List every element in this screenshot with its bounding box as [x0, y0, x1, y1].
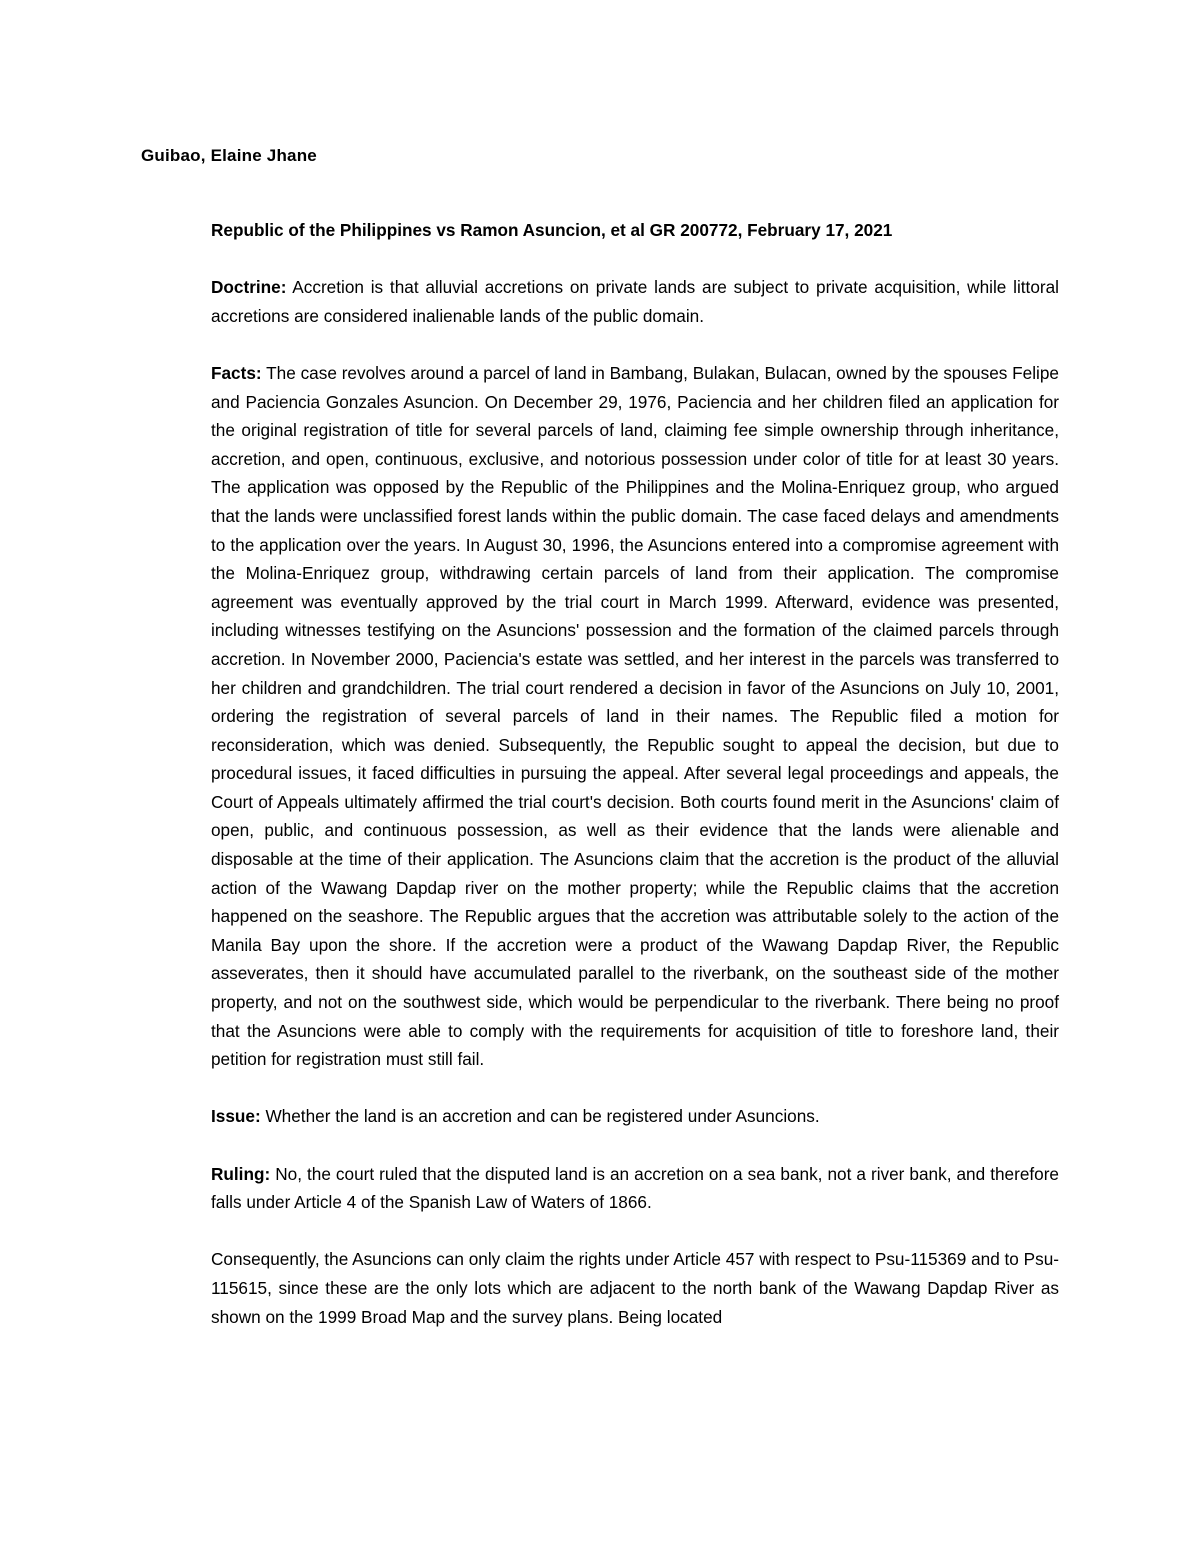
ruling-label: Ruling: — [211, 1163, 271, 1184]
ruling-text: No, the court ruled that the disputed land is an accretion on a sea bank, not a river bank, and therefore falls under Article 4 of the Spanish Law of Waters of 1866. — [211, 1163, 1059, 1213]
facts-label: Facts: — [211, 362, 262, 383]
ruling-paragraph — [211, 1160, 1059, 1217]
author-name: Guibao, Elaine Jhane — [141, 146, 317, 165]
doctrine-label: Doctrine: — [211, 277, 287, 298]
facts-text: The case revolves around a parcel of land in Bambang, Bulakan, Bulacan, owned by the spouses Felipe and Paciencia Gonzales Asuncion. On December 29, 1976, Paciencia and her children filed an application for the original registration of title for several parcels of land, claiming fee simple ownership through inheritance, accretion, and open, continuous, exclusive, and notorious possession under color of title for at least 30 years. The application was opposed by the Republic of the Philippines and the Molina-Enriquez group, who argued that the lands were unclassified forest lands within the public domain. The case faced delays and amendments to the application over the years. In August 30, 1996, the Asuncions entered into a compromise agreement with the Molina-Enriquez group, withdrawing certain parcels of land from their application. The compromise agreement was eventually approved by the trial court in March 1999. Afterward, evidence was presented, including witnesses testifying on the Asuncions' possession and the formation of the claimed parcels through accretion. In November 2000, Paciencia's estate was settled, and her interest in the parcels was transferred to her children and grandchildren. The trial court rendered a decision in favor of the Asuncions on July 10, 2001, ordering the registration of several parcels of land in their names. The Republic filed a motion for reconsideration, which was denied. Subsequently, the Republic sought to appeal the decision, but due to procedural issues, it faced difficulties in pursuing the appeal. After several legal proceedings and appeals, the Court of Appeals ultimately affirmed the trial court's decision. Both courts found merit in the Asuncions' claim of open, public, and continuous possession, as well as their evidence that the lands were alienable and disposable at the time of their application. The Asuncions claim that the accretion is the product of the alluvial action of the Wawang Dapdap river on the mother property; while the Republic claims that the accretion happened on the seashore. The Republic argues that the accretion was attributable solely to the action of the Manila Bay upon the shore. If the accretion were a product of the Wawang Dapdap River, the Republic asseverates, then it should have accumulated parallel to the riverbank, on the southeast side of the mother property, and not on the southwest side, which would be perpendicular to the riverbank. There being no proof that the Asuncions were able to comply with the requirements for acquisition of title to foreshore land, their petition for registration must still fail. — [211, 362, 1059, 1070]
doctrine-text: Accretion is that alluvial accretions on private lands are subject to private acquisition, while littoral accretions are considered inalienable lands of the public domain. — [211, 277, 1059, 326]
issue-label: Issue: — [211, 1106, 261, 1127]
issue-paragraph — [211, 1102, 1059, 1131]
case-title: Republic of the Philippines vs Ramon Asuncion, et al GR 200772, February 17, 2021 — [211, 220, 893, 240]
issue-text: Whether the land is an accretion and can be registered under Asuncions. — [260, 1106, 820, 1127]
consequently-paragraph: Consequently, the Asuncions can only claim the rights under Article 457 with respect to Psu-115369 and to Psu-115615, since these are the only lots which are adjacent to the north bank of the Wawang Dapdap River as shown on the 1999 Broad Map and the survey plans. Being located — [211, 1249, 1059, 1327]
document-body — [211, 216, 1059, 1331]
facts-paragraph — [211, 359, 1059, 1074]
doctrine-paragraph — [211, 273, 1059, 330]
